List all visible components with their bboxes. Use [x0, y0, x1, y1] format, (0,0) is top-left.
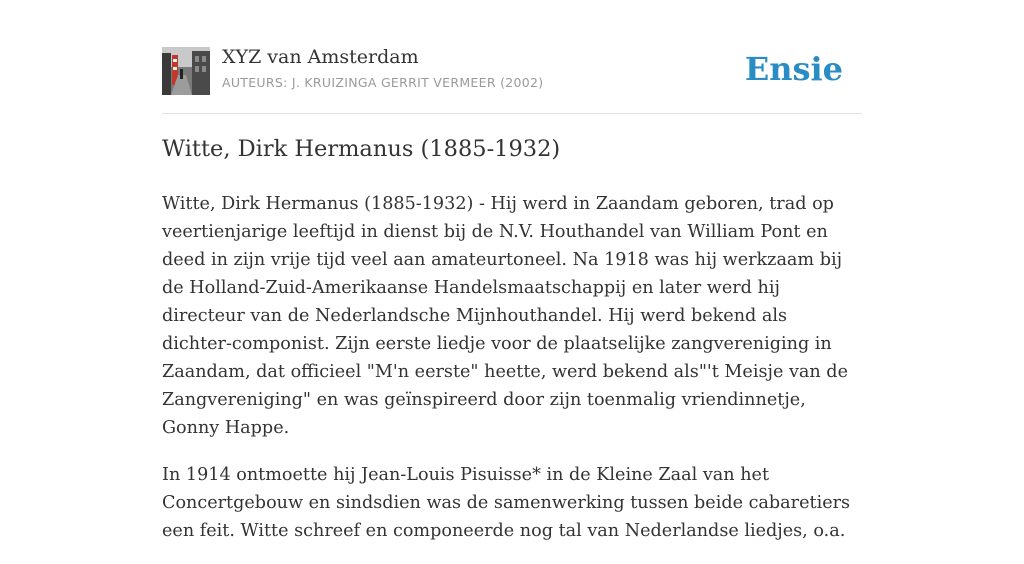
article-paragraph: Witte, Dirk Hermanus (1885-1932) - Hij werd in Zaandam geboren, trad op veertienjarige leeftijd in dienst bij de N.V. Houthandel van William Pont en deed in zijn vrije tijd veel aan amateurtoneel. Na 1918 was hij werkzaam bij de Holland-Zuid-Amerikaanse Handelsmaatschappij en later werd hij directeur van de Nederlandsche Mijnhouthandel. Hij werd bekend als dichter-componist. Zijn eerste liedje voor de plaatselijke zangvereniging in Zaandam, dat officieel "M'n eerste" heette, werd bekend als"'t Meisje van de Zangvereniging" en was geïnspireerd door zijn toenmalig vriendinnetje, Gonny Happe.: [162, 194, 848, 438]
article-paragraph: In 1914 ontmoette hij Jean-Louis Pisuisse* in de Kleine Zaal van het Concertgebouw en sindsdien was de samenwerking tussen beide cabaretiers een feit. Witte schreef en componeerde nog tal van Nederlandse liedjes, o.a.: [162, 465, 851, 541]
article-body: [162, 190, 862, 564]
street-photo-icon: [162, 47, 210, 95]
source-authors: AUTEURS: J. KRUIZINGA GERRIT VERMEER (2002): [222, 75, 544, 90]
article-title: Witte, Dirk Hermanus (1885-1932): [162, 136, 561, 162]
source-avatar[interactable]: [162, 47, 210, 95]
source-name[interactable]: XYZ van Amsterdam: [222, 46, 419, 68]
header-divider: [162, 113, 862, 114]
ensie-logo[interactable]: Ensie: [744, 50, 843, 88]
source-header: [162, 46, 862, 96]
